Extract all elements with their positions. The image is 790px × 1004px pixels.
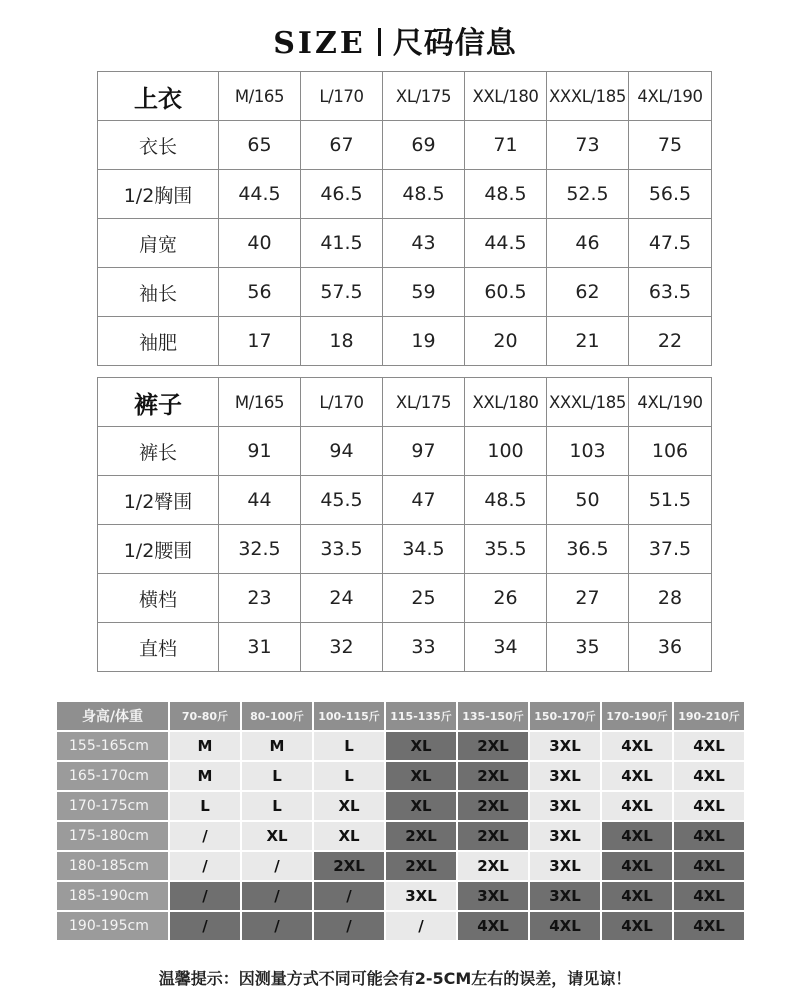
measurement-label: 直档: [98, 623, 219, 672]
recommended-size-cell: 3XL: [530, 792, 600, 820]
measurement-value: 50: [547, 476, 629, 525]
measurement-label: 1/2臀围: [98, 476, 219, 525]
size-header: M/165: [219, 72, 301, 121]
recommended-size-cell: M: [170, 732, 240, 760]
measurement-value: 46.5: [301, 170, 383, 219]
measurement-value: 97: [383, 427, 465, 476]
recommended-size-cell: 4XL: [602, 792, 672, 820]
measurement-value: 19: [383, 317, 465, 366]
recommended-size-cell: 3XL: [530, 822, 600, 850]
measurement-value: 34.5: [383, 525, 465, 574]
pants-size-table: [97, 377, 712, 672]
recommended-size-cell: /: [314, 912, 384, 940]
weight-header: 135-150斤: [458, 702, 528, 730]
tops-heading: 上衣: [98, 72, 219, 121]
title-cn: 尺码信息: [392, 26, 517, 61]
measurement-value: 52.5: [547, 170, 629, 219]
measurement-value: 75: [629, 121, 712, 170]
measurement-value: 59: [383, 268, 465, 317]
weight-header: 100-115斤: [314, 702, 384, 730]
measurement-value: 32: [301, 623, 383, 672]
measurement-value: 37.5: [629, 525, 712, 574]
recommended-size-cell: XL: [314, 822, 384, 850]
recommended-size-cell: 4XL: [602, 822, 672, 850]
measurement-label: 1/2腰围: [98, 525, 219, 574]
measurement-label: 裤长: [98, 427, 219, 476]
weight-header: 115-135斤: [386, 702, 456, 730]
recommended-size-cell: 4XL: [602, 882, 672, 910]
measurement-value: 44.5: [219, 170, 301, 219]
recommended-size-cell: 4XL: [530, 912, 600, 940]
height-weight-corner: 身高/体重: [57, 702, 168, 730]
table-row: [98, 476, 712, 525]
recommended-size-cell: 2XL: [458, 822, 528, 850]
size-header: 4XL/190: [629, 72, 712, 121]
height-weight-reference-table: [55, 700, 746, 942]
recommended-size-cell: 2XL: [386, 852, 456, 880]
pants-heading: 裤子: [98, 378, 219, 427]
table-row: [98, 525, 712, 574]
table-row: [57, 912, 744, 940]
recommended-size-cell: 4XL: [674, 762, 744, 790]
measurement-value: 26: [465, 574, 547, 623]
page-title: [0, 18, 790, 62]
recommended-size-cell: /: [170, 912, 240, 940]
table-row: [98, 219, 712, 268]
recommended-size-cell: 4XL: [602, 912, 672, 940]
recommended-size-cell: /: [314, 882, 384, 910]
measurement-value: 35: [547, 623, 629, 672]
height-label: 190-195cm: [57, 912, 168, 940]
measurement-value: 36.5: [547, 525, 629, 574]
height-label: 165-170cm: [57, 762, 168, 790]
measurement-value: 57.5: [301, 268, 383, 317]
measurement-value: 27: [547, 574, 629, 623]
recommended-size-cell: 3XL: [458, 882, 528, 910]
measurement-value: 69: [383, 121, 465, 170]
weight-header: 190-210斤: [674, 702, 744, 730]
recommended-size-cell: 3XL: [386, 882, 456, 910]
recommended-size-cell: 3XL: [530, 732, 600, 760]
recommended-size-cell: 3XL: [530, 762, 600, 790]
measurement-value: 28: [629, 574, 712, 623]
measurement-value: 43: [383, 219, 465, 268]
measurement-value: 34: [465, 623, 547, 672]
tops-header-row: [98, 72, 712, 121]
recommended-size-cell: 2XL: [458, 852, 528, 880]
measurement-value: 33: [383, 623, 465, 672]
measurement-value: 65: [219, 121, 301, 170]
recommended-size-cell: 4XL: [674, 732, 744, 760]
measurement-value: 91: [219, 427, 301, 476]
recommended-size-cell: /: [170, 882, 240, 910]
measurement-value: 32.5: [219, 525, 301, 574]
recommended-size-cell: /: [242, 882, 312, 910]
recommended-size-cell: /: [170, 822, 240, 850]
measurement-value: 47.5: [629, 219, 712, 268]
table-row: [98, 317, 712, 366]
measurement-value: 18: [301, 317, 383, 366]
measurement-label: 袖长: [98, 268, 219, 317]
weight-header: 170-190斤: [602, 702, 672, 730]
measurement-value: 20: [465, 317, 547, 366]
measurement-value: 47: [383, 476, 465, 525]
size-header: XL/175: [383, 378, 465, 427]
size-header: XXL/180: [465, 378, 547, 427]
measurement-value: 41.5: [301, 219, 383, 268]
recommended-size-cell: L: [242, 762, 312, 790]
measurement-value: 44: [219, 476, 301, 525]
recommended-size-cell: /: [170, 852, 240, 880]
recommended-size-cell: 3XL: [530, 882, 600, 910]
measurement-value: 35.5: [465, 525, 547, 574]
recommended-size-cell: L: [314, 732, 384, 760]
table-row: [98, 427, 712, 476]
table-row: [98, 574, 712, 623]
size-header: M/165: [219, 378, 301, 427]
table-row: [57, 822, 744, 850]
measurement-value: 40: [219, 219, 301, 268]
recommended-size-cell: 2XL: [314, 852, 384, 880]
table-row: [57, 732, 744, 760]
recommended-size-cell: /: [386, 912, 456, 940]
size-header: XXL/180: [465, 72, 547, 121]
weight-header: 70-80斤: [170, 702, 240, 730]
recommended-size-cell: 4XL: [602, 732, 672, 760]
height-label: 185-190cm: [57, 882, 168, 910]
table-row: [98, 268, 712, 317]
size-header: 4XL/190: [629, 378, 712, 427]
recommended-size-cell: 4XL: [674, 912, 744, 940]
recommended-size-cell: L: [314, 762, 384, 790]
title-en: SIZE: [273, 26, 366, 61]
reference-body: [57, 732, 744, 940]
measurement-label: 1/2胸围: [98, 170, 219, 219]
measurement-label: 袖肥: [98, 317, 219, 366]
measurement-value: 103: [547, 427, 629, 476]
table-row: [57, 852, 744, 880]
recommended-size-cell: 2XL: [386, 822, 456, 850]
table-row: [98, 170, 712, 219]
recommended-size-cell: 3XL: [530, 852, 600, 880]
recommended-size-cell: /: [242, 912, 312, 940]
measurement-note: 温馨提示：因测量方式不同可能会有2-5CM左右的误差，请见谅！: [158, 969, 632, 988]
measurement-value: 56.5: [629, 170, 712, 219]
measurement-value: 63.5: [629, 268, 712, 317]
table-row: [98, 623, 712, 672]
measurement-value: 100: [465, 427, 547, 476]
height-label: 180-185cm: [57, 852, 168, 880]
recommended-size-cell: M: [170, 762, 240, 790]
measurement-value: 23: [219, 574, 301, 623]
recommended-size-cell: 2XL: [458, 732, 528, 760]
recommended-size-cell: XL: [386, 732, 456, 760]
measurement-value: 17: [219, 317, 301, 366]
height-label: 155-165cm: [57, 732, 168, 760]
measurement-value: 67: [301, 121, 383, 170]
size-header: L/170: [301, 378, 383, 427]
recommended-size-cell: 4XL: [602, 852, 672, 880]
measurement-value: 33.5: [301, 525, 383, 574]
measurement-value: 22: [629, 317, 712, 366]
pants-header-row: [98, 378, 712, 427]
recommended-size-cell: XL: [242, 822, 312, 850]
measurement-value: 94: [301, 427, 383, 476]
measurement-value: 48.5: [383, 170, 465, 219]
measurement-value: 48.5: [465, 476, 547, 525]
recommended-size-cell: L: [170, 792, 240, 820]
measurement-value: 51.5: [629, 476, 712, 525]
size-header: XXXL/185: [547, 378, 629, 427]
measurement-value: 48.5: [465, 170, 547, 219]
recommended-size-cell: M: [242, 732, 312, 760]
height-label: 175-180cm: [57, 822, 168, 850]
recommended-size-cell: 2XL: [458, 762, 528, 790]
measurement-value: 106: [629, 427, 712, 476]
measurement-value: 36: [629, 623, 712, 672]
table-row: [57, 762, 744, 790]
weight-header: 80-100斤: [242, 702, 312, 730]
height-label: 170-175cm: [57, 792, 168, 820]
measurement-value: 56: [219, 268, 301, 317]
measurement-label: 横档: [98, 574, 219, 623]
size-header: XXXL/185: [547, 72, 629, 121]
measurement-value: 31: [219, 623, 301, 672]
measurement-value: 21: [547, 317, 629, 366]
recommended-size-cell: 4XL: [602, 762, 672, 790]
recommended-size-cell: XL: [386, 762, 456, 790]
measurement-value: 71: [465, 121, 547, 170]
measurement-value: 46: [547, 219, 629, 268]
measurement-label: 衣长: [98, 121, 219, 170]
recommended-size-cell: 4XL: [674, 882, 744, 910]
recommended-size-cell: 4XL: [674, 852, 744, 880]
recommended-size-cell: 4XL: [674, 792, 744, 820]
weight-header: 150-170斤: [530, 702, 600, 730]
recommended-size-cell: L: [242, 792, 312, 820]
measurement-value: 24: [301, 574, 383, 623]
table-row: [98, 121, 712, 170]
measurement-value: 45.5: [301, 476, 383, 525]
recommended-size-cell: /: [242, 852, 312, 880]
measurement-label: 肩宽: [98, 219, 219, 268]
measurement-value: 62: [547, 268, 629, 317]
weight-header-row: [57, 702, 744, 730]
recommended-size-cell: 4XL: [674, 822, 744, 850]
measurement-value: 73: [547, 121, 629, 170]
size-header: XL/175: [383, 72, 465, 121]
measurement-value: 44.5: [465, 219, 547, 268]
table-row: [57, 882, 744, 910]
measurement-value: 25: [383, 574, 465, 623]
tops-size-table: [97, 71, 712, 366]
measurement-value: 60.5: [465, 268, 547, 317]
recommended-size-cell: XL: [386, 792, 456, 820]
table-row: [57, 792, 744, 820]
size-header: L/170: [301, 72, 383, 121]
recommended-size-cell: XL: [314, 792, 384, 820]
title-divider: [378, 28, 381, 56]
recommended-size-cell: 4XL: [458, 912, 528, 940]
recommended-size-cell: 2XL: [458, 792, 528, 820]
